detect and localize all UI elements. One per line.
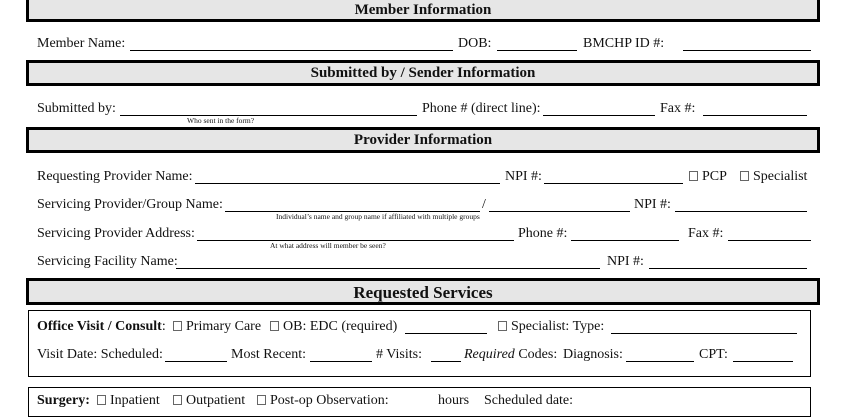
servicing-address-label: Servicing Provider Address: [37,226,195,241]
most-recent-field[interactable] [310,361,372,362]
inpatient-option[interactable] [97,393,160,409]
servicing-address-hint: At what address will member be seen? [270,241,386,250]
section-submitted-header: Submitted by / Sender Information [26,60,820,86]
servicing-npi-field[interactable] [675,211,807,212]
outpatient-label: Outpatient [186,393,246,408]
required-label: Required [464,347,515,362]
submitted-by-hint: Who sent in the form? [187,116,255,125]
dob-field[interactable] [497,50,577,51]
specialist-type-field[interactable] [611,333,797,334]
servicing-provider-label: Servicing Provider/Group Name: [37,197,223,212]
submitter-phone-label: Phone # (direct line): [422,101,541,116]
specialist-option[interactable] [740,169,807,185]
servicing-phone-label: Phone #: [518,226,568,241]
primary-care-checkbox[interactable] [173,321,182,331]
requesting-provider-field[interactable] [195,183,500,184]
office-visit-row1 [37,319,166,335]
servicing-fax-field[interactable] [728,240,811,241]
section-member-header: Member Information [26,0,820,22]
primary-care-option[interactable] [173,319,261,335]
requesting-npi-label: NPI #: [505,169,542,184]
office-visit-title: Office Visit / Consult [37,319,162,334]
inpatient-checkbox[interactable] [97,395,106,405]
ob-option[interactable] [270,319,397,335]
servicing-npi-label: NPI #: [634,197,671,212]
facility-npi-label: NPI #: [607,254,644,269]
requesting-provider-label: Requesting Provider Name: [37,169,193,184]
most-recent-label: Most Recent: [231,347,307,362]
visits-field[interactable] [431,361,461,362]
codes-label [464,347,557,363]
bmchp-id-field[interactable] [683,50,811,51]
dob-label: DOB: [458,36,492,51]
bmchp-id-label: BMCHP ID #: [583,36,665,51]
inpatient-label: Inpatient [110,393,160,408]
outpatient-checkbox[interactable] [173,395,182,405]
pcp-option[interactable] [689,169,727,185]
cpt-label: CPT: [699,347,728,362]
ob-label: OB: EDC (required) [283,319,398,334]
outpatient-option[interactable] [173,393,245,409]
specialist-checkbox[interactable] [740,171,749,181]
codes-text: Codes: [518,347,558,362]
specialist-type-checkbox[interactable] [498,321,507,331]
postop-option[interactable] [257,393,389,409]
specialist-type-option[interactable] [498,319,604,335]
cpt-field[interactable] [733,361,793,362]
submitted-by-field[interactable] [120,115,417,116]
servicing-fax-label: Fax #: [688,226,724,241]
surgery-title: Surgery: [37,393,90,408]
member-name-field[interactable] [130,50,453,51]
ob-edc-field[interactable] [405,333,487,334]
servicing-group-field[interactable] [489,211,630,212]
primary-care-label: Primary Care [186,319,262,334]
pcp-checkbox[interactable] [689,171,698,181]
visit-scheduled-field[interactable] [165,361,227,362]
submitted-by-label: Submitted by: [37,101,116,116]
submitter-phone-field[interactable] [543,115,655,116]
scheduled-date-label: Scheduled date: [484,393,574,408]
servicing-slash: / [482,197,486,212]
facility-npi-field[interactable] [649,268,807,269]
visit-date-label: Visit Date: Scheduled: [37,347,163,362]
office-visit-colon: : [161,319,166,334]
section-provider-header: Provider Information [26,127,820,153]
ob-checkbox[interactable] [270,321,279,331]
servicing-phone-field[interactable] [571,240,679,241]
requesting-npi-field[interactable] [544,183,683,184]
submitter-fax-field[interactable] [703,115,807,116]
postop-checkbox[interactable] [257,395,266,405]
pcp-label: PCP [702,169,727,184]
member-name-label: Member Name: [37,36,126,51]
servicing-facility-label: Servicing Facility Name: [37,254,178,269]
hours-label: hours [438,393,470,408]
submitter-fax-label: Fax #: [660,101,696,116]
postop-label: Post-op Observation: [270,393,389,408]
servicing-provider-hint: Individual’s name and group name if affiliated with multiple groups [276,212,480,221]
specialist-label: Specialist [753,169,808,184]
diagnosis-label: Diagnosis: [563,347,623,362]
servicing-facility-field[interactable] [176,268,600,269]
specialist-type-label: Specialist: Type: [511,319,605,334]
visits-label: # Visits: [376,347,422,362]
diagnosis-field[interactable] [626,361,694,362]
section-services-header: Requested Services [26,278,820,305]
